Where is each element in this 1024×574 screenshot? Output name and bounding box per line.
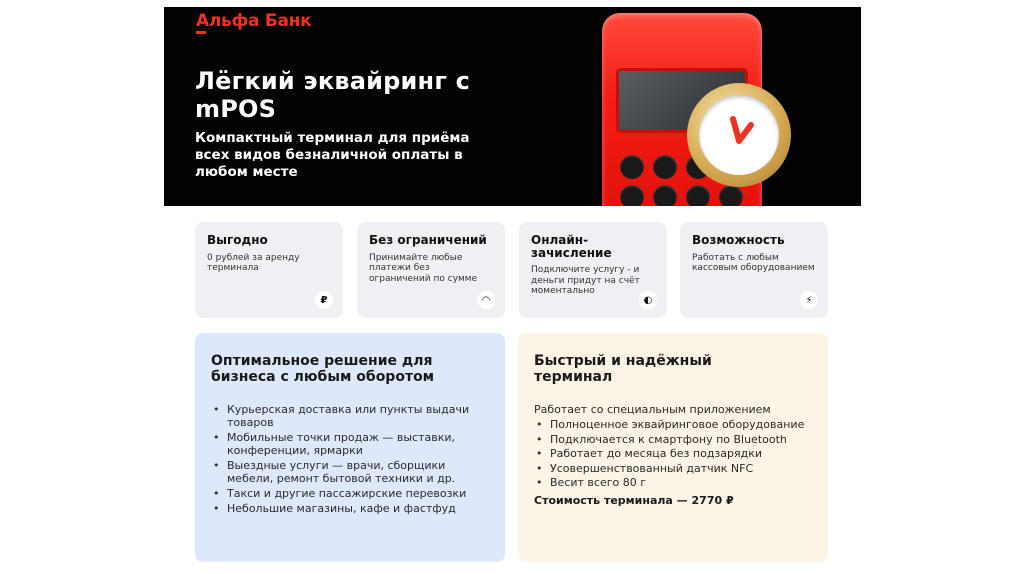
terminal-key [653, 155, 677, 179]
list-item: • Подключается к смартфону по Bluetooth [534, 433, 812, 446]
terminal-features-list [534, 418, 812, 489]
hero-banner [164, 7, 861, 206]
list-item: • Выездные услуги — врачи, сборщики мебели, ремонт бытовой техники и др. [211, 459, 489, 485]
list-item: • Усовершенствованный датчик NFC [534, 462, 812, 475]
business-panel [195, 333, 505, 562]
card-title: Без ограничений [369, 233, 487, 247]
card-text: Подключите услугу - и деньги придут на счёт моментально [531, 265, 640, 296]
hero-subtitle: Компактный терминал для приёма всех видов безналичной оплаты в любом месте [195, 130, 470, 180]
panel-intro: Работает со специальным приложением [534, 403, 771, 416]
lightning-icon: ⚡ [800, 291, 818, 309]
feature-card-opportunity [680, 222, 828, 318]
list-item: • Курьерская доставка или пункты выдачи товаров [211, 403, 489, 429]
card-text: 0 рублей за аренду терминала [207, 252, 300, 273]
clock-icon [687, 83, 791, 187]
panel-title: Быстрый и надёжный терминал [534, 353, 712, 385]
list-item: • Полноценное эквайринговое оборудование [534, 418, 812, 431]
terminal-price: Стоимость терминала — 2770 ₽ [534, 494, 734, 507]
clock-face [699, 95, 779, 175]
toggle-icon: ◐ [639, 291, 657, 309]
terminal-key [653, 185, 677, 206]
card-text: Работать с любым кассовым оборудованием [692, 252, 815, 273]
terminal-key [686, 185, 710, 206]
terminal-key [719, 185, 743, 206]
card-title: Онлайн-зачисление [531, 233, 612, 260]
headset-icon: ◠ [477, 291, 495, 309]
brand-logo: Альфа Банк [196, 11, 312, 31]
list-item: • Весит всего 80 г [534, 476, 812, 489]
list-item: • Небольшие магазины, кафе и фастфуд [211, 502, 489, 515]
feature-card-no-limits [357, 222, 505, 318]
card-title: Возможность [692, 233, 785, 247]
feature-card-profitable [195, 222, 343, 318]
card-text: Принимайте любые платежи без ограничений по сумме [369, 252, 478, 284]
list-item: • Мобильные точки продаж — выставки, конференции, ярмарки [211, 431, 489, 457]
hero-title: Лёгкий эквайринг с mPOS [195, 67, 471, 123]
terminal-key [620, 185, 644, 206]
terminal-panel [518, 333, 828, 562]
list-item: • Работает до месяца без подзарядки [534, 447, 812, 460]
panel-title: Оптимальное решение для бизнеса с любым оборотом [211, 353, 435, 385]
business-list [211, 403, 489, 515]
ruble-icon: ₽ [315, 291, 333, 309]
terminal-key [620, 155, 644, 179]
feature-card-online [519, 222, 667, 318]
brand-underline [196, 31, 206, 34]
list-item: • Такси и другие пассажирские перевозки [211, 487, 489, 500]
card-title: Выгодно [207, 233, 268, 247]
